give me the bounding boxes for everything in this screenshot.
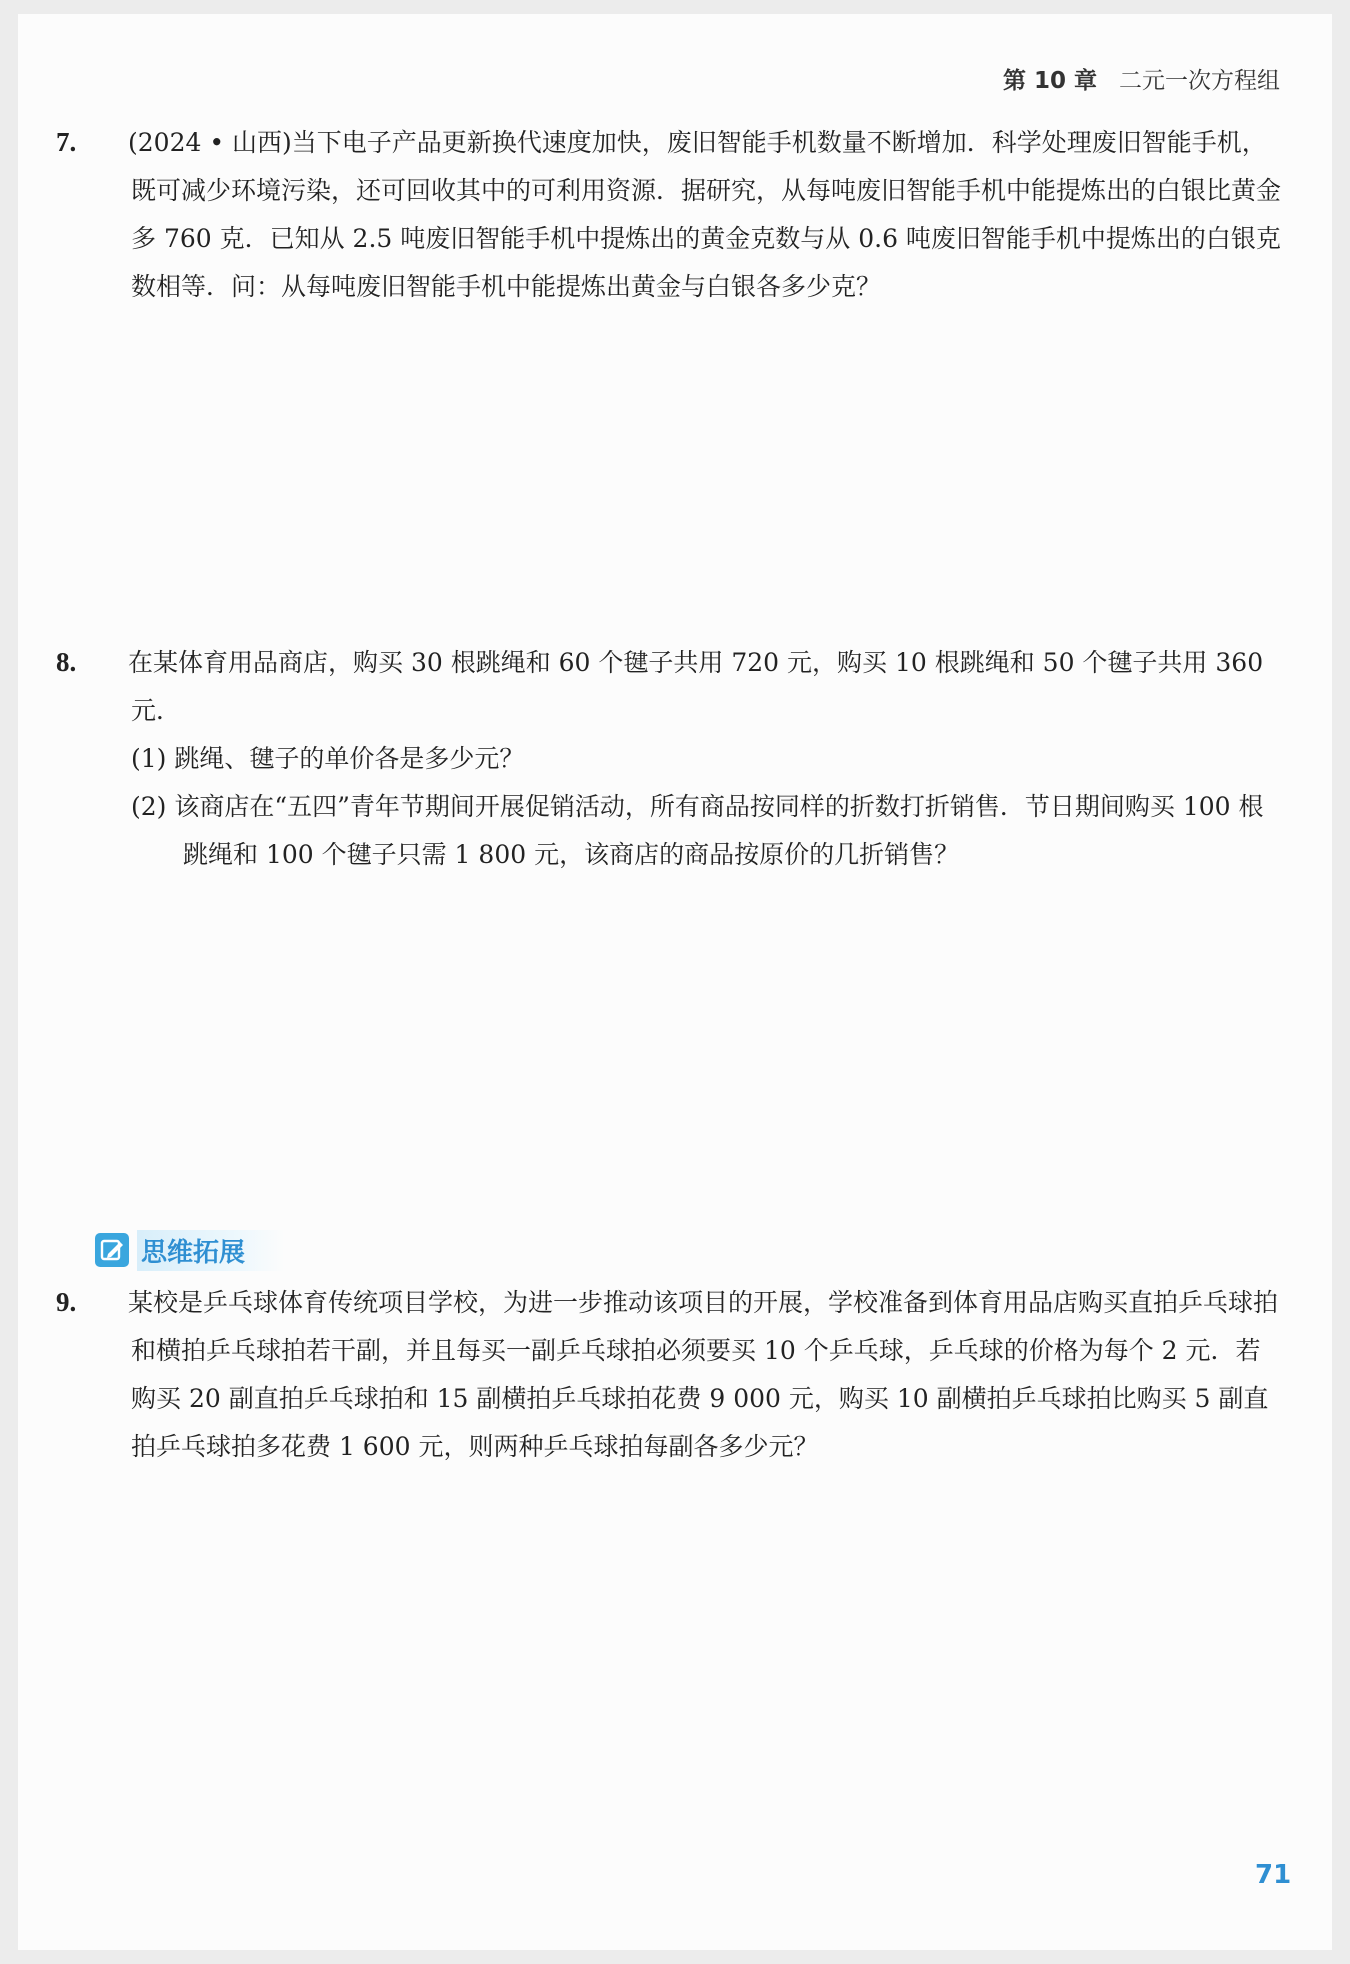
problem-number: 7. <box>56 127 77 157</box>
problem-9 <box>56 1278 1285 1471</box>
pencil-note-icon <box>95 1233 129 1267</box>
running-header <box>990 62 1280 95</box>
problem-8-part-2: (2) 该商店在“五四”青年节期间开展促销活动，所有商品按同样的折数打折销售．节日期间购买 100 根跳绳和 100 个毽子只需 1 800 元，该商店的商品按原价的几折销售？ <box>131 792 1264 869</box>
problem-text: 在某体育用品商店，购买 30 根跳绳和 60 个毽子共用 720 元，购买 10 根跳绳和 50 个毽子共用 360 元． <box>128 648 1264 725</box>
problem-number: 9. <box>56 1287 77 1317</box>
problem-text: 某校是乒乓球体育传统项目学校，为进一步推动该项目的开展，学校准备到体育用品店购买直拍乒乓球拍和横拍乒乓球拍若干副，并且每买一副乒乓球拍必须要买 10 个乒乓球，乒乓球的价格为每个 2 元．若购买 20 副直拍乒乓球拍和 15 副横拍乒乓球拍花费 9 000 元，购买 10 副横拍乒乓球拍比购买 5 副直拍乒乓球拍多花费 1 600 元，则两种乒乓球拍每副各多少元？ <box>128 1288 1279 1461</box>
chapter-label: 第 10 章 <box>1002 68 1097 94</box>
problem-8-body <box>56 638 1285 735</box>
page-number: 71 <box>1255 1860 1292 1890</box>
problem-number: 8. <box>56 647 77 677</box>
chapter-title: 二元一次方程组 <box>1119 68 1280 94</box>
problem-8 <box>56 638 1285 879</box>
problem-9-body <box>56 1278 1285 1471</box>
section-heading <box>95 1230 285 1270</box>
problem-8-part-1: (1) 跳绳、毽子的单价各是多少元？ <box>131 744 525 773</box>
problem-text: (2024 • 山西)当下电子产品更新换代速度加快，废旧智能手机数量不断增加．科学处理废旧智能手机，既可减少环境污染，还可回收其中的可利用资源．据研究，从每吨废旧智能手机中能提炼出的白银比黄金多 760 克．已知从 2.5 吨废旧智能手机中提炼出的黄金克数与从 0.6 吨废旧智能手机中提炼出的白银克数相等．问：从每吨废旧智能手机中能提炼出黄金与白银各多少克？ <box>128 128 1282 301</box>
section-title: 思维拓展 <box>137 1230 285 1271</box>
problem-7 <box>56 118 1285 311</box>
problem-7-body <box>56 118 1285 311</box>
